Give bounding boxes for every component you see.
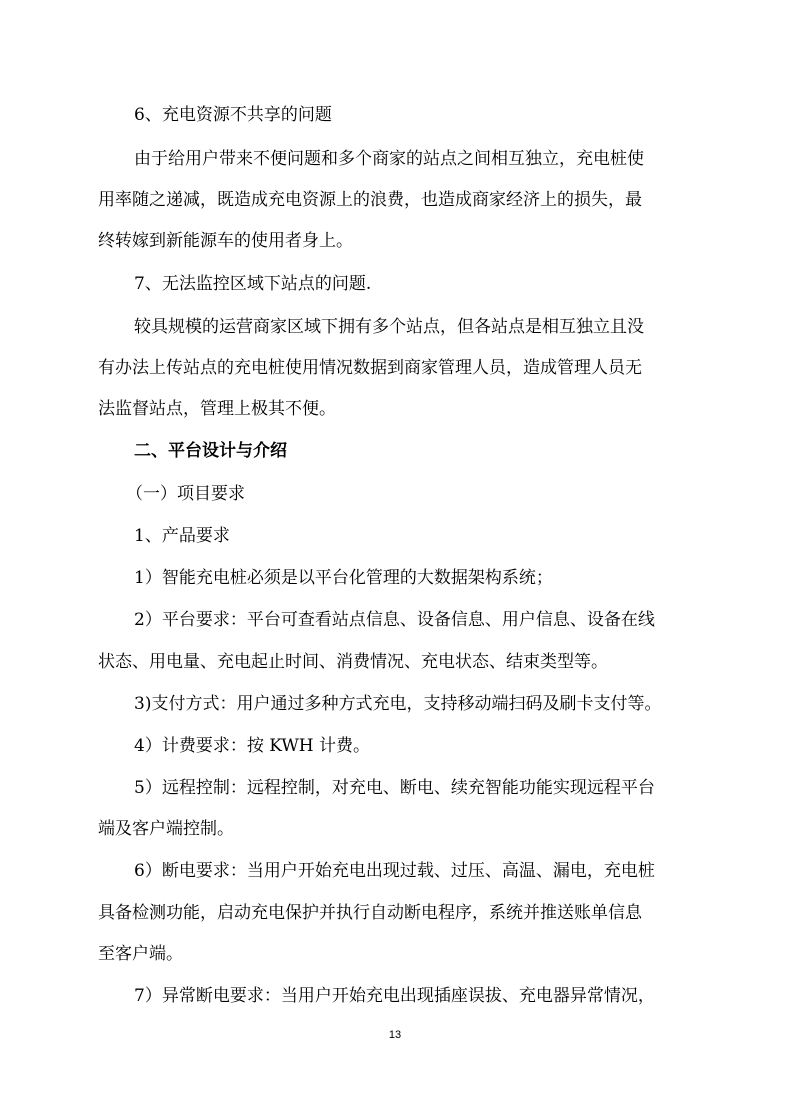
requirement-item-7: 7）异常断电要求：当用户开始充电出现插座误拔、充电器异常情况， <box>134 986 655 1006</box>
requirement-item-6-continuation: 至客户端。 <box>98 944 183 964</box>
section-2-title: 二、平台设计与介绍 <box>134 441 287 461</box>
section-6-paragraph-line: 由于给用户带来不便问题和多个商家的站点之间相互独立，充电桩使 <box>134 149 644 169</box>
page-number: 13 <box>388 1029 402 1041</box>
requirement-item-5: 5）远程控制：远程控制，对充电、断电、续充智能功能实现远程平台 <box>134 778 655 798</box>
requirement-item-1: 1）智能充电桩必须是以平台化管理的大数据架构系统； <box>134 568 553 588</box>
section-6-heading: 6、充电资源不共享的问题 <box>134 105 332 125</box>
requirement-item-6: 6）断电要求：当用户开始充电出现过载、过压、高温、漏电，充电桩 <box>134 861 655 881</box>
requirement-item-6-continuation: 具备检测功能，启动充电保护并执行自动断电程序，系统并推送账单信息 <box>98 903 642 923</box>
requirement-item-4: 4）计费要求：按 KWH 计费。 <box>134 736 371 756</box>
requirement-item-3: 3)支付方式：用户通过多种方式充电，支持移动端扫码及刷卡支付等。 <box>134 694 662 714</box>
requirement-item-2-continuation: 状态、用电量、充电起止时间、消费情况、充电状态、结束类型等。 <box>98 652 608 672</box>
section-7-paragraph-line: 有办法上传站点的充电桩使用情况数据到商家管理人员，造成管理人员无 <box>98 358 642 378</box>
section-7-heading: 7、无法监控区域下站点的问题. <box>134 274 372 294</box>
section-7-paragraph-line: 法监督站点，管理上极其不便。 <box>98 399 336 419</box>
section-6-paragraph-line: 终转嫁到新能源车的使用者身上。 <box>98 231 353 251</box>
section-7-paragraph-line: 较具规模的运营商家区域下拥有多个站点，但各站点是相互独立且没 <box>134 317 644 337</box>
requirement-item-2: 2）平台要求：平台可查看站点信息、设备信息、用户信息、设备在线 <box>134 610 655 630</box>
section-6-paragraph-line: 用率随之递减，既造成充电资源上的浪费，也造成商家经济上的损失，最 <box>98 190 642 210</box>
subsection-heading: （一）项目要求 <box>126 484 245 504</box>
product-requirements-heading: 1、产品要求 <box>134 526 230 546</box>
requirement-item-5-continuation: 端及客户端控制。 <box>98 819 234 839</box>
